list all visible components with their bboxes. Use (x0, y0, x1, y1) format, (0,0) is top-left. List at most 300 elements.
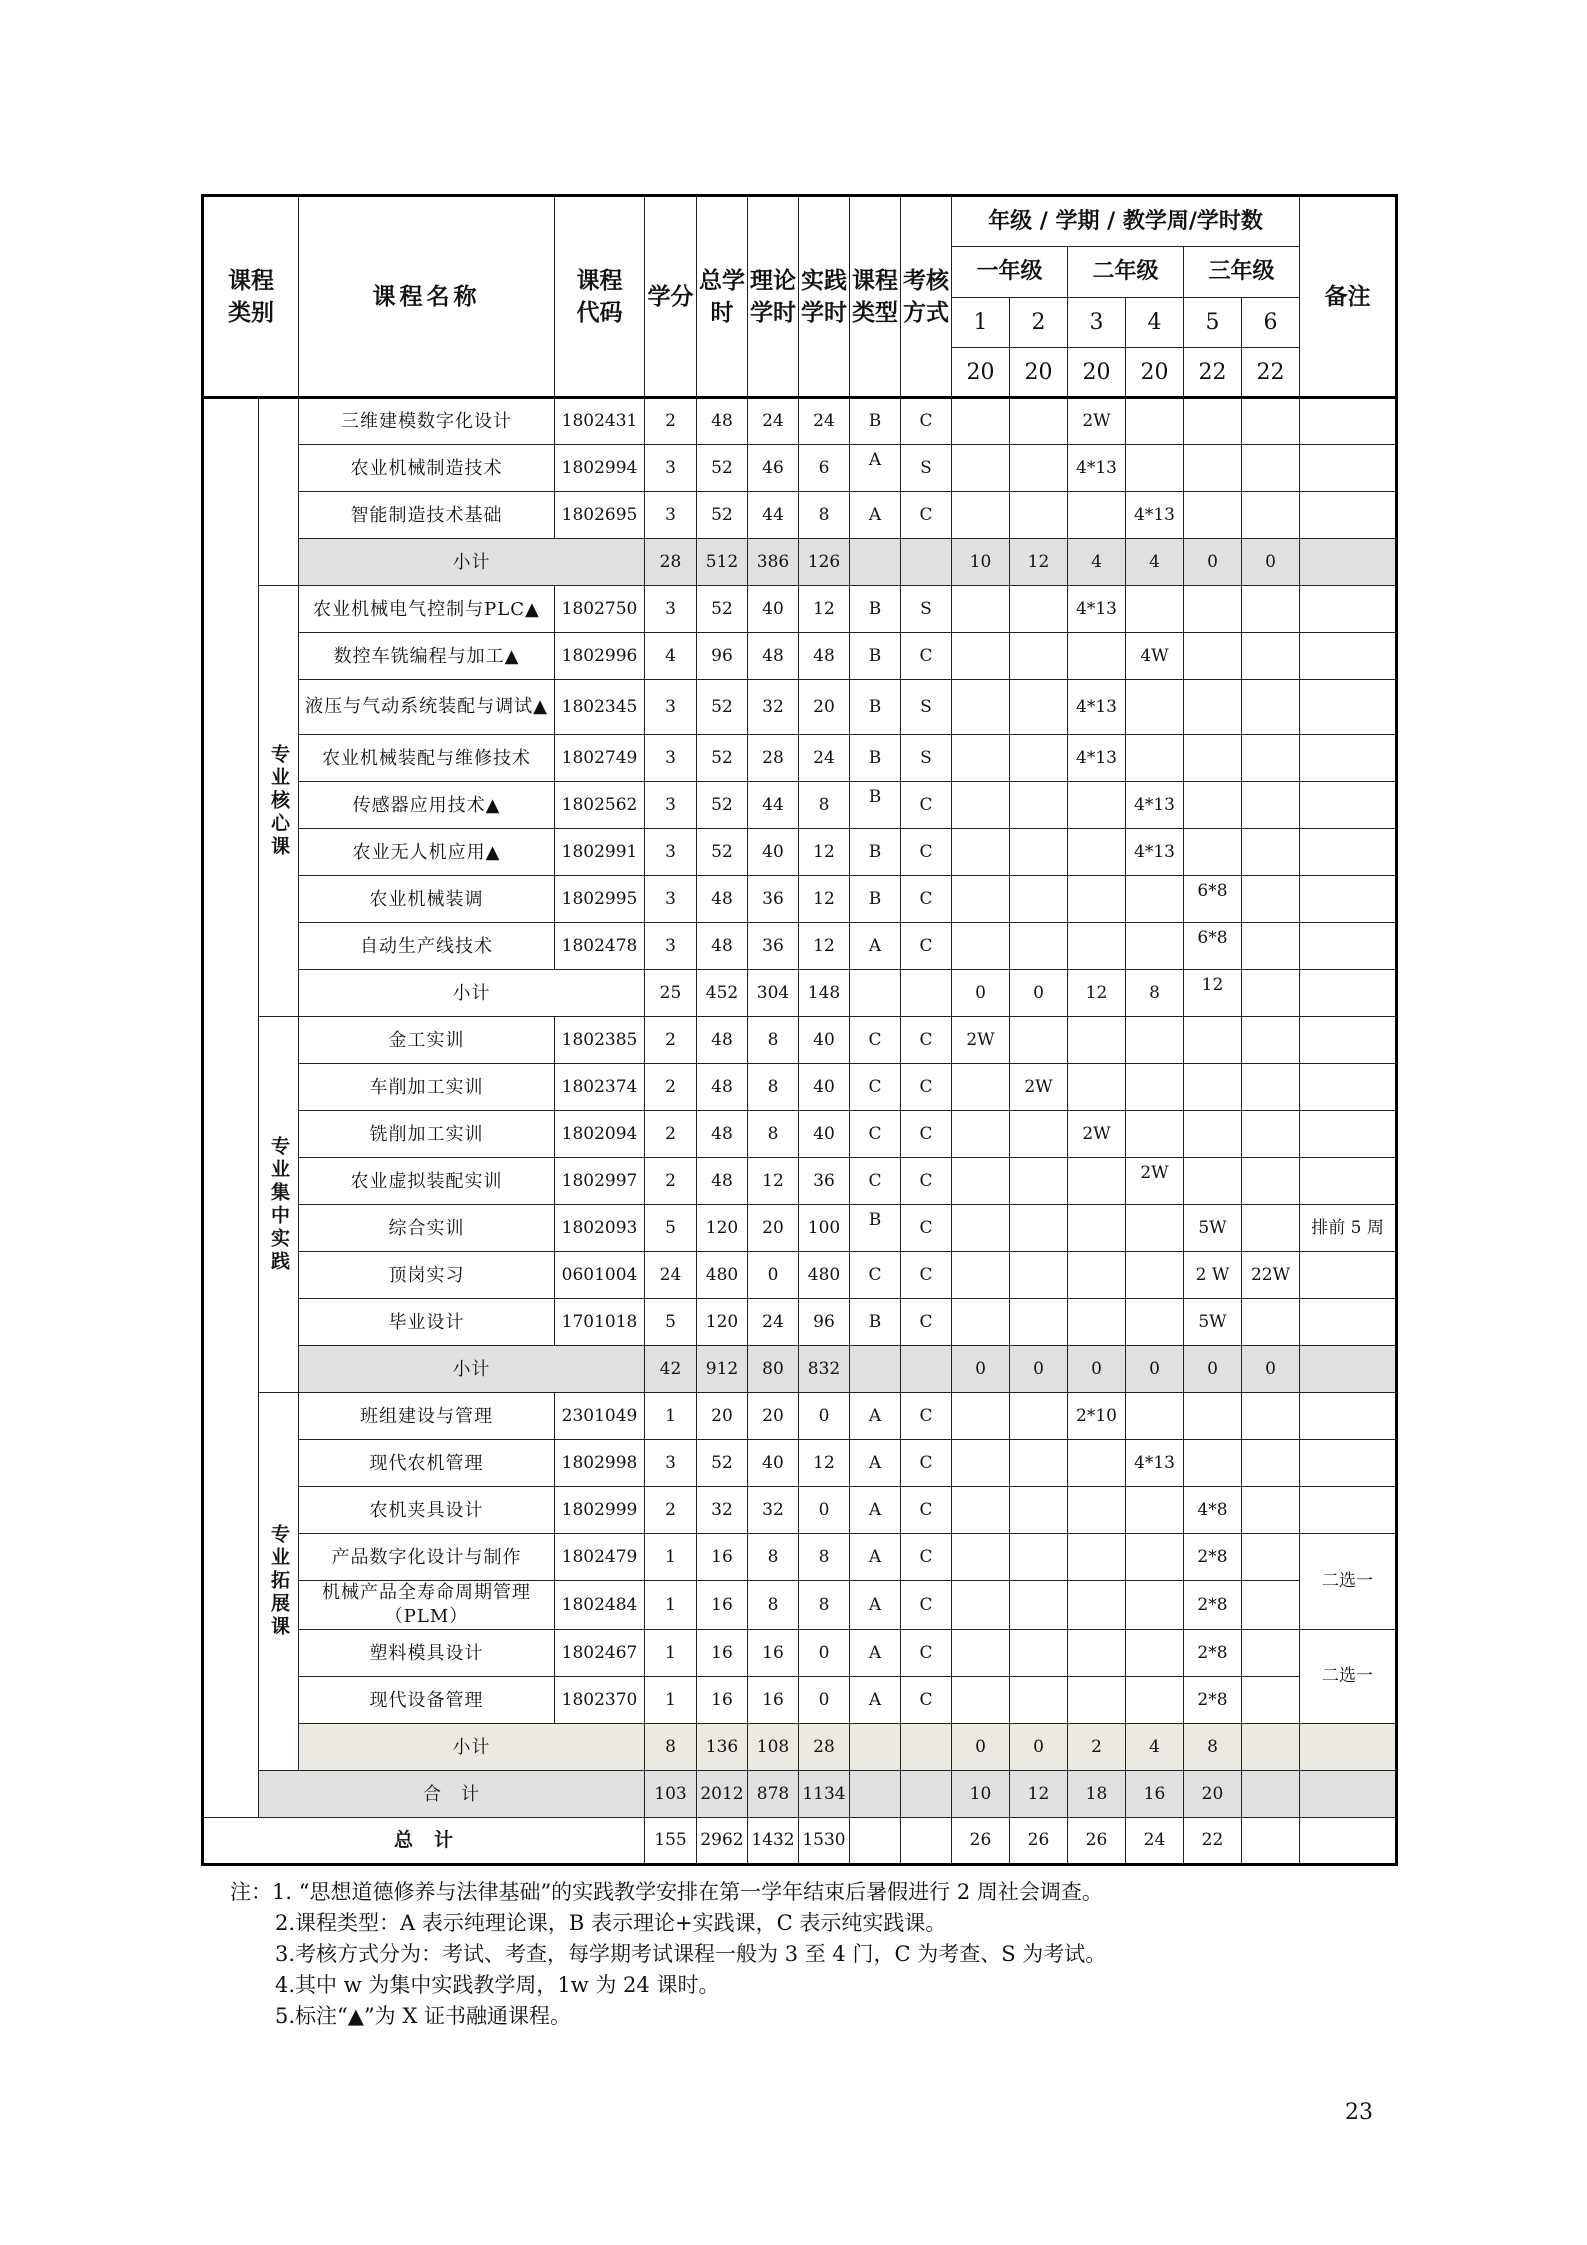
course-cell: 44 (748, 782, 799, 829)
course-cell: B (850, 829, 901, 876)
course-name: 农业无人机应用▲ (299, 829, 555, 876)
subtotal-cell: 0 (1010, 970, 1068, 1017)
course-cell (1242, 492, 1300, 539)
course-cell (1242, 1487, 1300, 1534)
course-cell: B (850, 680, 901, 735)
course-cell: 1802467 (555, 1630, 645, 1677)
course-cell: C (901, 1581, 952, 1630)
subtotal-label: 小计 (299, 970, 645, 1017)
course-cell (1010, 1534, 1068, 1581)
subtotal-cell: 4 (1126, 1724, 1184, 1771)
grand-total-cell: 155 (645, 1818, 697, 1865)
course-cell: A (850, 923, 901, 970)
course-cell (1184, 782, 1242, 829)
course-cell: 4W (1126, 633, 1184, 680)
grand-total-cell: 26 (952, 1818, 1010, 1865)
course-cell: 4 (645, 633, 697, 680)
course-cell: 2*8 (1184, 1630, 1242, 1677)
course-cell: 1802996 (555, 633, 645, 680)
course-cell (1126, 1205, 1184, 1252)
course-cell: A (850, 1440, 901, 1487)
course-cell (1010, 492, 1068, 539)
course-cell: 12 (748, 1158, 799, 1205)
course-cell: 44 (748, 492, 799, 539)
course-cell: 48 (697, 398, 748, 445)
course-name: 农业机械装调 (299, 876, 555, 923)
course-cell: A (850, 1630, 901, 1677)
remark-cell (1300, 829, 1397, 876)
course-name: 产品数字化设计与制作 (299, 1534, 555, 1581)
course-cell: A (850, 1393, 901, 1440)
course-cell: 20 (697, 1393, 748, 1440)
subtotal-cell (901, 539, 952, 586)
grand-total-cell (850, 1818, 901, 1865)
course-cell: 52 (697, 492, 748, 539)
course-cell (1010, 1677, 1068, 1724)
course-cell: B (850, 1205, 901, 1252)
course-cell: 36 (748, 876, 799, 923)
header-assessment: 考核方式 (901, 196, 952, 398)
subtotal-cell (901, 970, 952, 1017)
header-weeks: 20 (1010, 348, 1068, 398)
course-cell: 100 (799, 1205, 850, 1252)
course-cell (1126, 1111, 1184, 1158)
grand-total-cell: 24 (1126, 1818, 1184, 1865)
course-cell: C (901, 492, 952, 539)
course-cell: C (901, 1205, 952, 1252)
sum-cell (1300, 1771, 1397, 1818)
course-cell: 20 (799, 680, 850, 735)
sum-cell (1242, 1771, 1300, 1818)
course-cell (952, 1158, 1010, 1205)
course-cell (952, 1393, 1010, 1440)
course-cell (952, 633, 1010, 680)
course-cell (1242, 1581, 1300, 1630)
header-grade-title: 年级 / 学期 / 教学周/学时数 (952, 196, 1300, 247)
course-cell (1242, 1630, 1300, 1677)
course-cell: C (850, 1064, 901, 1111)
course-cell: 16 (697, 1534, 748, 1581)
course-cell: C (901, 1252, 952, 1299)
note-line: 注：1. “思想道德修养与法律基础”的实践教学安排在第一学年结束后暑假进行 2 周社会调查。 (230, 1880, 1103, 1904)
course-cell: C (901, 1440, 952, 1487)
remark-cell (1300, 680, 1397, 735)
course-cell (952, 923, 1010, 970)
course-cell: 32 (697, 1487, 748, 1534)
course-cell (952, 1111, 1010, 1158)
course-cell: 2 (645, 1064, 697, 1111)
course-cell: 52 (697, 782, 748, 829)
course-name: 农业虚拟装配实训 (299, 1158, 555, 1205)
subtotal-cell: 0 (1126, 1346, 1184, 1393)
course-cell (1242, 1158, 1300, 1205)
course-cell (1184, 829, 1242, 876)
header-course-type: 课程类型 (850, 196, 901, 398)
course-cell (1068, 1252, 1126, 1299)
course-cell (1242, 1205, 1300, 1252)
course-cell: 1802431 (555, 398, 645, 445)
remark-cell (1300, 1017, 1397, 1064)
course-name: 顶岗实习 (299, 1252, 555, 1299)
course-cell: 8 (799, 1581, 850, 1630)
subtotal-label: 小计 (299, 1724, 645, 1771)
header-practice-hours: 实践学时 (799, 196, 850, 398)
course-cell: 2301049 (555, 1393, 645, 1440)
course-cell (952, 1064, 1010, 1111)
course-cell: C (901, 1487, 952, 1534)
course-cell: 1802345 (555, 680, 645, 735)
sum-cell: 103 (645, 1771, 697, 1818)
course-cell (1068, 492, 1126, 539)
header-category: 课程类别 (203, 196, 299, 398)
course-cell: 120 (697, 1299, 748, 1346)
course-cell: 2*8 (1184, 1534, 1242, 1581)
course-name: 综合实训 (299, 1205, 555, 1252)
course-cell: S (901, 586, 952, 633)
course-cell (1010, 1158, 1068, 1205)
course-cell (952, 876, 1010, 923)
course-name: 传感器应用技术▲ (299, 782, 555, 829)
course-cell: 4*13 (1068, 680, 1126, 735)
course-cell (1126, 1630, 1184, 1677)
course-cell: 1 (645, 1677, 697, 1724)
note-line: 3.考核方式分为：考试、考查，每学期考试课程一般为 3 至 4 门，C 为考查、S 为考试。 (275, 1942, 1107, 1966)
course-cell (1126, 445, 1184, 492)
course-cell: 4*13 (1126, 829, 1184, 876)
course-cell: C (901, 1111, 952, 1158)
course-cell (1126, 1252, 1184, 1299)
course-cell (1010, 1487, 1068, 1534)
course-cell (1068, 633, 1126, 680)
course-cell (1184, 1064, 1242, 1111)
course-cell: 1802995 (555, 876, 645, 923)
course-cell: 1 (645, 1393, 697, 1440)
subtotal-cell: 80 (748, 1346, 799, 1393)
course-cell (952, 1299, 1010, 1346)
course-cell (1068, 829, 1126, 876)
course-cell: C (901, 1064, 952, 1111)
course-cell: 4*8 (1184, 1487, 1242, 1534)
course-cell (1010, 633, 1068, 680)
course-cell (952, 1487, 1010, 1534)
course-cell (1010, 829, 1068, 876)
sum-cell: 2012 (697, 1771, 748, 1818)
group-cell (259, 398, 299, 586)
course-schedule-table-wrapper (201, 194, 1395, 1866)
course-cell: 2W (952, 1017, 1010, 1064)
course-cell: 36 (748, 923, 799, 970)
group-label-extension: 专业拓展课 (259, 1393, 299, 1771)
page-number: 23 (1345, 2100, 1373, 2125)
course-cell: A (850, 1487, 901, 1534)
course-cell (1010, 680, 1068, 735)
course-cell: 0601004 (555, 1252, 645, 1299)
course-cell: 48 (697, 923, 748, 970)
course-cell: 3 (645, 680, 697, 735)
course-cell: B (850, 398, 901, 445)
subtotal-cell (850, 1724, 901, 1771)
subtotal-cell: 386 (748, 539, 799, 586)
course-cell (1242, 923, 1300, 970)
course-cell: 1802374 (555, 1064, 645, 1111)
course-cell: 3 (645, 1440, 697, 1487)
course-name: 数控车铣编程与加工▲ (299, 633, 555, 680)
subtotal-label: 小计 (299, 539, 645, 586)
header-weeks: 22 (1242, 348, 1300, 398)
course-cell: B (850, 1299, 901, 1346)
course-cell: 52 (697, 735, 748, 782)
course-cell: C (850, 1252, 901, 1299)
course-name: 农机夹具设计 (299, 1487, 555, 1534)
course-cell: 48 (697, 1158, 748, 1205)
course-cell (1242, 445, 1300, 492)
course-cell (1068, 876, 1126, 923)
course-cell: 4*13 (1126, 1440, 1184, 1487)
course-cell (1242, 1440, 1300, 1487)
course-cell (1068, 1205, 1126, 1252)
sum-cell: 10 (952, 1771, 1010, 1818)
subtotal-cell: 512 (697, 539, 748, 586)
course-cell (1010, 1017, 1068, 1064)
course-cell: 8 (799, 782, 850, 829)
header-theory-hours: 理论学时 (748, 196, 799, 398)
course-cell: S (901, 680, 952, 735)
subtotal-cell: 12 (1068, 970, 1126, 1017)
course-cell: 2*8 (1184, 1581, 1242, 1630)
header-credit: 学分 (645, 196, 697, 398)
course-cell: 40 (748, 829, 799, 876)
course-cell (1126, 586, 1184, 633)
course-cell (1068, 1630, 1126, 1677)
course-cell: 12 (799, 923, 850, 970)
course-cell (1126, 1064, 1184, 1111)
course-cell: C (901, 1017, 952, 1064)
course-cell: B (850, 782, 901, 829)
course-cell: 1802750 (555, 586, 645, 633)
course-cell: 40 (799, 1017, 850, 1064)
course-name: 毕业设计 (299, 1299, 555, 1346)
subtotal-cell: 0 (1242, 1346, 1300, 1393)
course-cell (1184, 633, 1242, 680)
course-cell: 1 (645, 1581, 697, 1630)
subtotal-cell: 0 (952, 1346, 1010, 1393)
group-label-practice: 专业集中实践 (259, 1017, 299, 1393)
course-cell: 24 (748, 1299, 799, 1346)
course-cell (952, 782, 1010, 829)
course-cell (1242, 782, 1300, 829)
sum-cell: 878 (748, 1771, 799, 1818)
subtotal-cell: 8 (1126, 970, 1184, 1017)
course-cell: 5W (1184, 1205, 1242, 1252)
course-cell: 8 (748, 1064, 799, 1111)
course-cell: 48 (697, 1064, 748, 1111)
course-cell: A (850, 492, 901, 539)
subtotal-cell: 832 (799, 1346, 850, 1393)
course-cell: S (901, 735, 952, 782)
header-weeks: 22 (1184, 348, 1242, 398)
header-course-name: 课程名称 (299, 196, 555, 398)
sum-cell: 20 (1184, 1771, 1242, 1818)
course-cell: C (901, 1299, 952, 1346)
course-cell (952, 445, 1010, 492)
course-cell (1184, 1440, 1242, 1487)
subtotal-cell: 0 (1184, 1346, 1242, 1393)
course-cell (1184, 1393, 1242, 1440)
course-cell (1010, 586, 1068, 633)
subtotal-cell (1242, 970, 1300, 1017)
remark-cell (1300, 1064, 1397, 1111)
course-cell (1010, 1393, 1068, 1440)
course-cell: 8 (799, 1534, 850, 1581)
note-line: 2.课程类型：A 表示纯理论课，B 表示理论+实践课，C 表示纯实践课。 (275, 1911, 947, 1935)
course-cell (1010, 398, 1068, 445)
course-cell: 20 (748, 1393, 799, 1440)
course-cell: 16 (697, 1677, 748, 1724)
course-cell: 8 (748, 1534, 799, 1581)
sum-cell: 16 (1126, 1771, 1184, 1818)
subtotal-cell: 0 (1184, 539, 1242, 586)
course-cell (952, 1440, 1010, 1487)
course-cell (952, 829, 1010, 876)
course-cell (1184, 1111, 1242, 1158)
course-cell (1126, 1534, 1184, 1581)
course-cell (1242, 1017, 1300, 1064)
course-cell (1184, 680, 1242, 735)
course-cell: 1802094 (555, 1111, 645, 1158)
course-cell (1242, 1677, 1300, 1724)
grand-total-cell: 1530 (799, 1818, 850, 1865)
grand-total-cell: 22 (1184, 1818, 1242, 1865)
subtotal-cell: 0 (1010, 1346, 1068, 1393)
course-cell (1010, 445, 1068, 492)
course-cell: 12 (799, 876, 850, 923)
course-name: 机械产品全寿命周期管理（PLM） (299, 1581, 555, 1630)
course-cell: 16 (697, 1581, 748, 1630)
course-cell: 52 (697, 829, 748, 876)
subtotal-cell: 8 (1184, 1724, 1242, 1771)
course-cell: B (850, 633, 901, 680)
course-cell: C (901, 1393, 952, 1440)
grand-total-cell: 1432 (748, 1818, 799, 1865)
remark-cell (1300, 398, 1397, 445)
course-cell (952, 1630, 1010, 1677)
course-cell: C (901, 1630, 952, 1677)
sum-cell (850, 1771, 901, 1818)
course-cell: 8 (748, 1581, 799, 1630)
header-semester: 6 (1242, 298, 1300, 348)
subtotal-cell: 10 (952, 539, 1010, 586)
course-cell: 1802478 (555, 923, 645, 970)
course-cell: 16 (748, 1630, 799, 1677)
subtotal-cell: 304 (748, 970, 799, 1017)
course-cell: 32 (748, 1487, 799, 1534)
note-line: 5.标注“▲”为 X 证书融通课程。 (275, 2004, 571, 2028)
course-cell: 28 (748, 735, 799, 782)
course-cell: 4*13 (1126, 492, 1184, 539)
course-cell (1242, 1299, 1300, 1346)
subtotal-cell (901, 1346, 952, 1393)
course-cell: 1802385 (555, 1017, 645, 1064)
course-name: 自动生产线技术 (299, 923, 555, 970)
subtotal-cell: 4 (1068, 539, 1126, 586)
subtotal-cell: 0 (1068, 1346, 1126, 1393)
course-cell (1010, 1440, 1068, 1487)
course-cell (1242, 680, 1300, 735)
course-cell: 3 (645, 586, 697, 633)
course-cell (952, 398, 1010, 445)
course-cell: 20 (748, 1205, 799, 1252)
course-cell: 2 (645, 1158, 697, 1205)
remark-cell (1300, 1111, 1397, 1158)
course-cell (1242, 735, 1300, 782)
course-cell (952, 1534, 1010, 1581)
remark-cell (1300, 586, 1397, 633)
grand-total-cell: 26 (1068, 1818, 1126, 1865)
group-label-core: 专业核心课 (259, 586, 299, 1017)
course-cell (1126, 398, 1184, 445)
remark-choose-one: 二选一 (1300, 1630, 1397, 1724)
course-name: 铣削加工实训 (299, 1111, 555, 1158)
course-cell: 6 (799, 445, 850, 492)
course-cell: 3 (645, 923, 697, 970)
course-cell (1126, 1581, 1184, 1630)
course-cell: 480 (697, 1252, 748, 1299)
remark-cell (1300, 735, 1397, 782)
course-cell (952, 1677, 1010, 1724)
subtotal-cell (1242, 1724, 1300, 1771)
course-cell: 52 (697, 445, 748, 492)
course-cell (952, 586, 1010, 633)
remark-cell (1300, 782, 1397, 829)
course-cell: A (850, 1534, 901, 1581)
course-cell: 0 (799, 1393, 850, 1440)
course-cell: 4*13 (1068, 586, 1126, 633)
subtotal-cell: 126 (799, 539, 850, 586)
course-cell (1126, 923, 1184, 970)
remark-cell (1300, 1393, 1397, 1440)
course-cell: 24 (645, 1252, 697, 1299)
course-cell (1068, 1158, 1126, 1205)
course-cell (1184, 1017, 1242, 1064)
course-cell: 1802695 (555, 492, 645, 539)
header-semester: 2 (1010, 298, 1068, 348)
course-cell: 3 (645, 782, 697, 829)
course-cell (1010, 923, 1068, 970)
subtotal-cell (850, 970, 901, 1017)
course-cell: C (901, 633, 952, 680)
course-cell: 3 (645, 735, 697, 782)
course-cell: 1802370 (555, 1677, 645, 1724)
course-cell: 8 (748, 1017, 799, 1064)
course-cell (1184, 492, 1242, 539)
course-cell: 1802484 (555, 1581, 645, 1630)
subtotal-cell (850, 539, 901, 586)
grand-total-cell (1242, 1818, 1300, 1865)
note-line: 4.其中 w 为集中实践教学周，1w 为 24 课时。 (275, 1973, 720, 1997)
remark-cell (1300, 1487, 1397, 1534)
course-cell (1242, 1393, 1300, 1440)
course-cell: 16 (697, 1630, 748, 1677)
subtotal-cell: 28 (645, 539, 697, 586)
course-cell: 1802749 (555, 735, 645, 782)
course-cell: 40 (748, 1440, 799, 1487)
remark-cell (1300, 445, 1397, 492)
course-cell: 4*13 (1126, 782, 1184, 829)
grand-total-cell: 26 (1010, 1818, 1068, 1865)
course-cell: 2 (645, 1111, 697, 1158)
grand-total-cell: 2962 (697, 1818, 748, 1865)
course-cell: 6*8 (1184, 923, 1242, 970)
